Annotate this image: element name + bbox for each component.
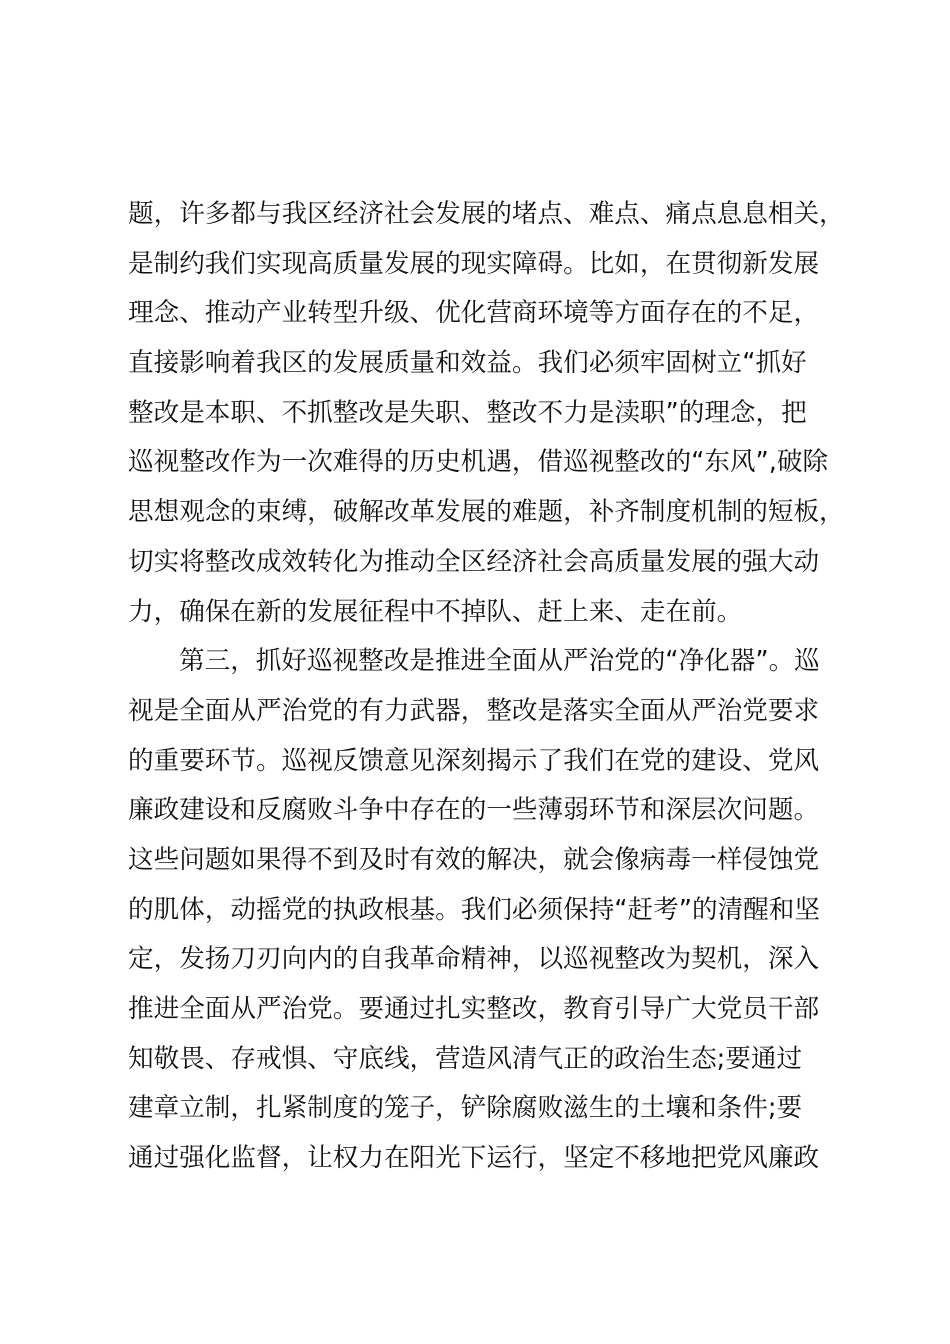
text-line: 巡视整改作为一次难得的历史机遇，借巡视整改的“东风”,破除 [128, 447, 829, 478]
text-line: 建章立制，扎紧制度的笼子，铲除腐败滋生的土壤和条件;要 [128, 1093, 803, 1124]
text-line: 这些问题如果得不到及时有效的解决，就会像病毒一样侵蚀党 [128, 844, 820, 875]
text-line: 力，确保在新的发展征程中不掉队、赶上来、走在前。 [128, 596, 743, 627]
text-line: 的重要环节。巡视反馈意见深刻揭示了我们在党的建设、党风 [128, 745, 820, 776]
text-line: 推进全面从严治党。要通过扎实整改，教育引导广大党员干部 [128, 994, 820, 1024]
text-line: 视是全面从严治党的有力武器，整改是落实全面从严治党要求 [128, 695, 820, 726]
text-line: 通过强化监督，让权力在阳光下运行，坚定不移地把党风廉政 [128, 1143, 820, 1174]
text-line: 整改是本职、不抓整改是失职、整改不力是渎职”的理念，把 [128, 397, 807, 428]
document-body [128, 190, 845, 1184]
text-line: 知敬畏、存戒惧、守底线，营造风清气正的政治生态;要通过 [128, 1043, 803, 1074]
text-line: 思想观念的束缚，破解改革发展的难题，补齐制度机制的短板， [128, 497, 845, 528]
text-line: 廉政建设和反腐败斗争中存在的一些薄弱环节和深层次问题。 [128, 795, 820, 826]
text-line: 直接影响着我区的发展质量和效益。我们必须牢固树立“抓好 [128, 348, 807, 379]
text-line: 的肌体，动摇党的执政根基。我们必须保持“赶考”的清醒和坚 [128, 894, 820, 925]
text-line: 理念、推动产业转型升级、优化营商环境等方面存在的不足， [128, 298, 820, 329]
text-line: 题，许多都与我区经济社会发展的堵点、难点、痛点息息相关， [128, 199, 845, 229]
paragraph-start-line: 第三，抓好巡视整改是推进全面从严治党的“净化器”。巡 [179, 646, 820, 677]
text-line: 是制约我们实现高质量发展的现实障碍。比如，在贯彻新发展 [128, 248, 820, 279]
text-line: 切实将整改成效转化为推动全区经济社会高质量发展的强大动 [128, 546, 820, 577]
text-line: 定，发扬刀刃向内的自我革命精神，以巡视整改为契机，深入 [128, 944, 820, 975]
